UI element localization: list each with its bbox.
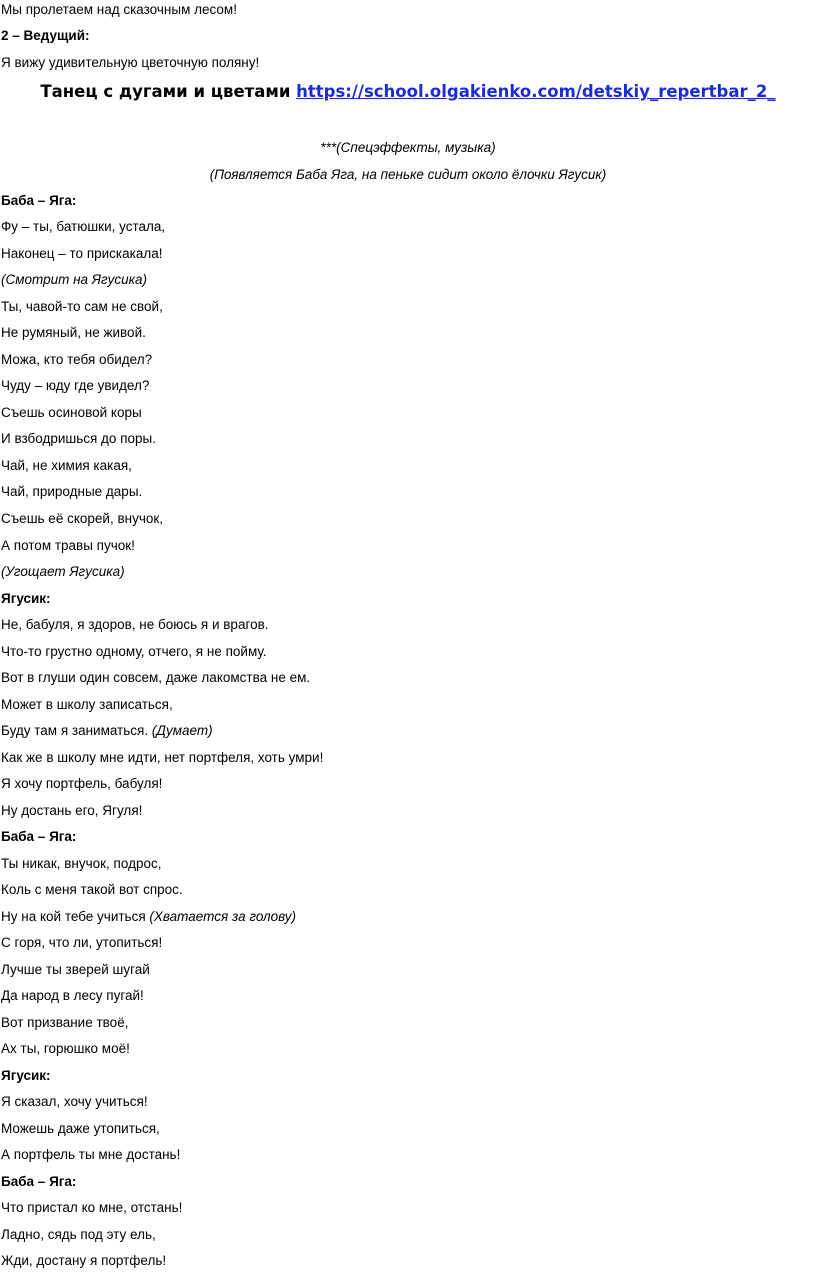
verse-line: Можа, кто тебя обидел?	[1, 352, 153, 367]
verse-line: Лучше ты зверей шугай	[1, 962, 150, 977]
stage-direction: ***(Спецэффекты, музыка)	[320, 140, 496, 155]
verse-line: Ах ты, горюшко моё!	[1, 1041, 130, 1056]
verse-line: А потом травы пучок!	[1, 538, 135, 553]
verse-line: Да народ в лесу пугай!	[1, 988, 144, 1003]
verse-line: Жди, достану я портфель!	[1, 1253, 167, 1268]
verse-text: Ну на кой тебе учиться	[1, 909, 146, 924]
verse-line: Как же в школу мне идти, нет портфеля, хоть умри!	[1, 750, 324, 765]
stage-direction: (Смотрит на Ягусика)	[1, 272, 148, 287]
verse-line: Ладно, сядь под эту ель,	[1, 1227, 156, 1242]
verse-line: А портфель ты мне достань!	[1, 1147, 181, 1162]
verse-line: Вот в глуши один совсем, даже лакомства не ем.	[1, 670, 311, 685]
speaker-label: Баба – Яга:	[1, 1174, 77, 1189]
verse-line: Чай, природные дары.	[1, 484, 143, 499]
verse-line: Не, бабуля, я здоров, не боюсь я и врагов.	[1, 617, 269, 632]
verse-line: И взбодришься до поры.	[1, 431, 156, 446]
text-line: Мы пролетаем над сказочным лесом!	[1, 2, 237, 17]
verse-line	[1, 909, 296, 925]
verse-line: С горя, что ли, утопиться!	[1, 935, 163, 950]
verse-line: Ты, чавой-то сам не свой,	[1, 299, 163, 314]
stage-direction: (Появляется Баба Яга, на пеньке сидит около ёлочки Ягусик)	[209, 167, 607, 182]
verse-line: Съешь её скорей, внучок,	[1, 511, 164, 526]
verse-line: Наконец – то прискакала!	[1, 246, 163, 261]
speaker-label: Ягусик:	[1, 1068, 51, 1083]
heading-title: Танец с дугами и цветами	[40, 82, 291, 101]
text-line: Я вижу удивительную цветочную поляну!	[1, 55, 260, 70]
verse-line: Ну достань его, Ягуля!	[1, 803, 143, 818]
verse-line: Коль с меня такой вот спрос.	[1, 882, 183, 897]
verse-line: Не румяный, не живой.	[1, 325, 146, 340]
speaker-label: 2 – Ведущий:	[1, 28, 90, 43]
speaker-label: Баба – Яга:	[1, 193, 77, 208]
verse-line: Вот призвание твоё,	[1, 1015, 129, 1030]
stage-direction: (Угощает Ягусика)	[1, 564, 125, 579]
heading-link[interactable]: https://school.olgakienko.com/detskiy_repertbar_2_	[296, 82, 776, 101]
verse-line: Можешь даже утопиться,	[1, 1121, 160, 1136]
verse-line	[1, 723, 213, 739]
speaker-label: Баба – Яга:	[1, 829, 77, 844]
verse-line: Что-то грустно одному, отчего, я не пойму.	[1, 644, 267, 659]
verse-line: Я хочу портфель, бабуля!	[1, 776, 163, 791]
section-heading	[0, 82, 816, 102]
verse-line: Чуду – юду где увидел?	[1, 378, 150, 393]
verse-line: Может в школу записаться,	[1, 697, 173, 712]
verse-text: Буду там я заниматься.	[1, 723, 149, 738]
stage-direction: (Хватается за голову)	[149, 909, 297, 924]
verse-line: Ты никак, внучок, подрос,	[1, 856, 162, 871]
verse-line: Чай, не химия какая,	[1, 458, 132, 473]
verse-line: Съешь осиновой коры	[1, 405, 142, 420]
speaker-label: Ягусик:	[1, 591, 51, 606]
stage-direction: (Думает)	[151, 723, 213, 738]
verse-line: Фу – ты, батюшки, устала,	[1, 219, 166, 234]
verse-line: Что пристал ко мне, отстань!	[1, 1200, 183, 1215]
verse-line: Я сказал, хочу учиться!	[1, 1094, 148, 1109]
